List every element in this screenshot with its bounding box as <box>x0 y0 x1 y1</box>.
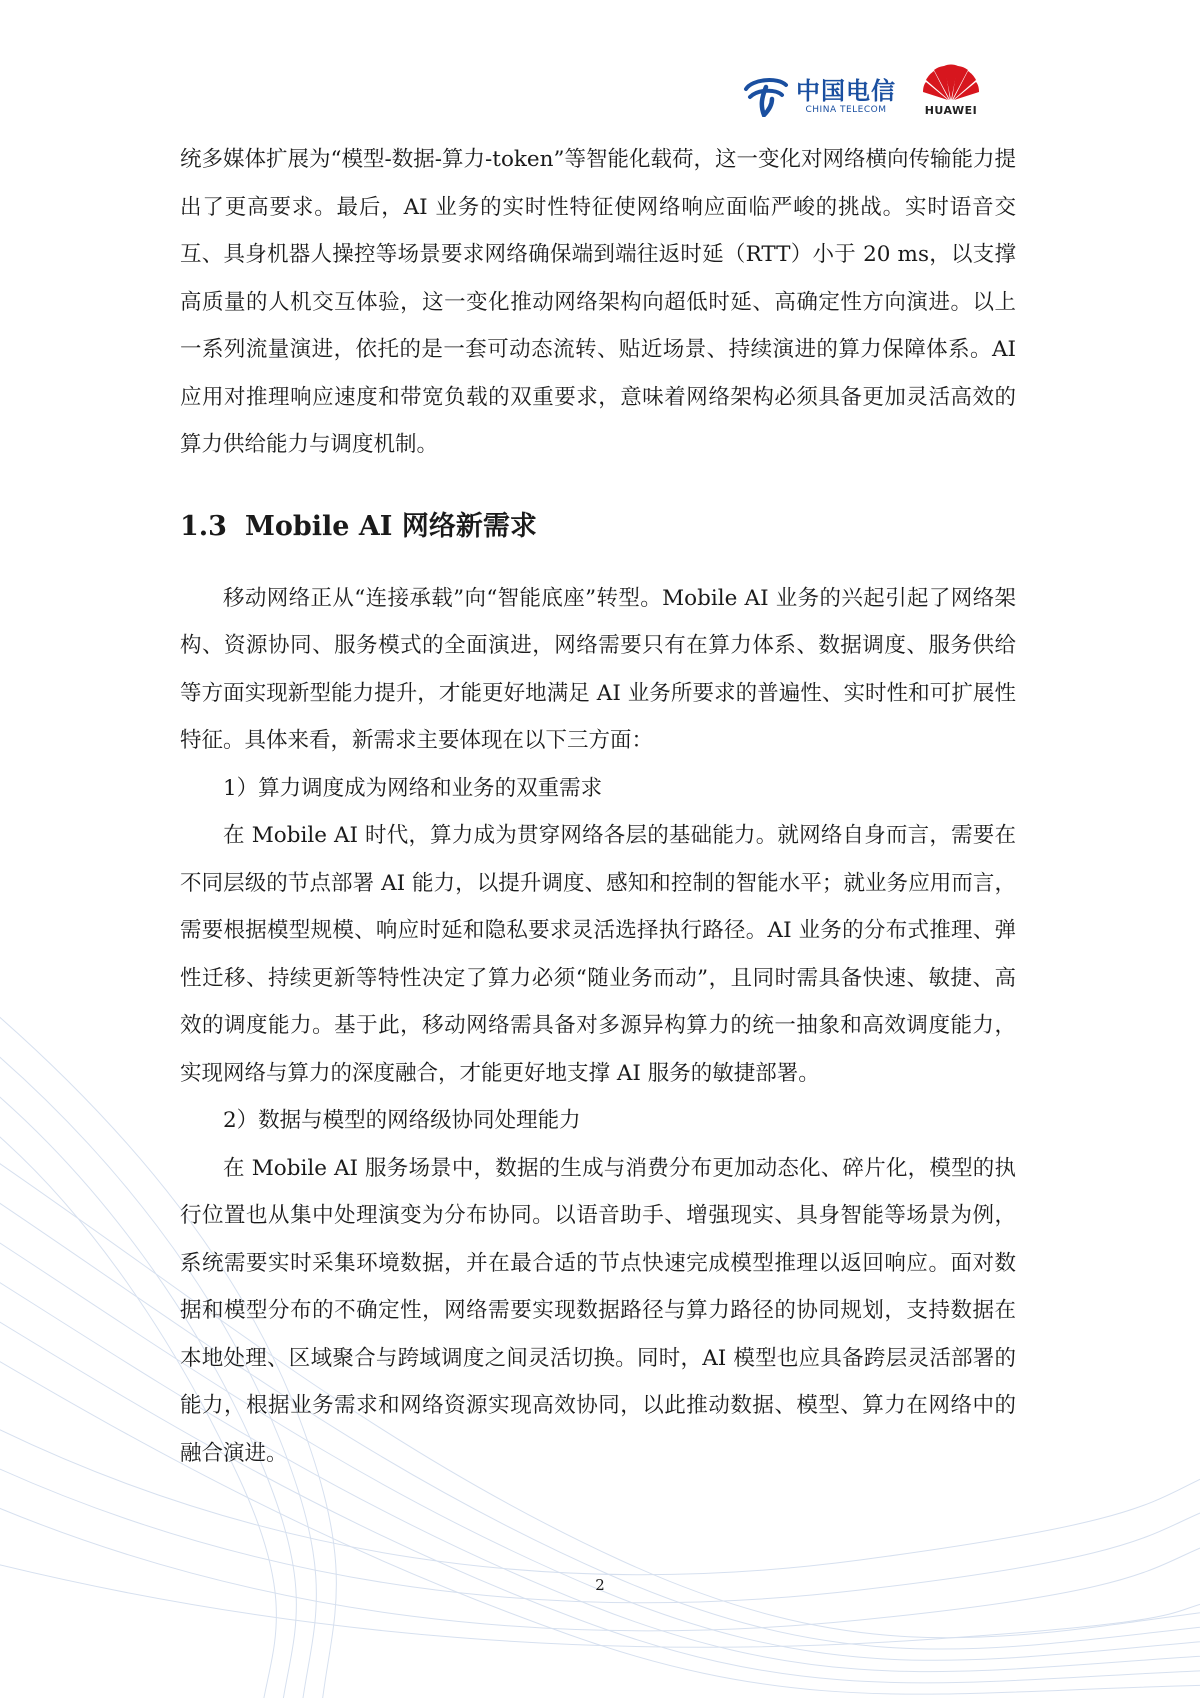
china-telecom-logo <box>742 75 896 117</box>
huawei-logo <box>922 62 980 117</box>
section-number: 1.3 <box>180 510 227 542</box>
list-item-2-body: 在 Mobile AI 服务场景中，数据的生成与消费分布更加动态化、碎片化，模型的执行位置也从集中处理演变为分布协同。以语音助手、增强现实、具身智能等场景为例，系统需要实时采集环境数据，并在最合适的节点快速完成模型推理以返回响应。面对数据和模型分布的不确定性，网络需要实现数据路径与算力路径的协同规划，支持数据在本地处理、区域聚合与跨域调度之间灵活切换。同时，AI 模型也应具备跨层灵活部署的能力，根据业务需求和网络资源实现高效协同，以此推动数据、模型、算力在网络中的融合演进。 <box>180 1155 1016 1466</box>
list-item-2-heading: 2）数据与模型的网络级协同处理能力 <box>223 1108 581 1133</box>
section-heading <box>180 505 1016 549</box>
china-telecom-emblem-icon <box>742 75 790 117</box>
intro-paragraph: 统多媒体扩展为“模型-数据-算力-token”等智能化载荷，这一变化对网络横向传输能力提出了更高要求。最后，AI 业务的实时性特征使网络响应面临严峻的挑战。实时语音交互、具身机器人操控等场景要求网络确保端到端往返时延（RTT）小于 20 ms，以支撑高质量的人机交互体验，这一变化推动网络架构向超低时延、高确定性方向演进。以上一系列流量演进，依托的是一套可动态流转、贴近场景、持续演进的算力保障体系。AI 应用对推理响应速度和带宽负载的双重要求，意味着网络架构必须具备更加灵活高效的算力供给能力与调度机制。 <box>180 147 1016 457</box>
page-number: 2 <box>595 1576 605 1594</box>
list-item-1-body: 在 Mobile AI 时代，算力成为贯穿网络各层的基础能力。就网络自身而言，需要在不同层级的节点部署 AI 能力，以提升调度、感知和控制的智能水平；就业务应用而言，需要根据模型规模、响应时延和隐私要求灵活选择执行路径。AI 业务的分布式推理、弹性迁移、持续更新等特性决定了算力必须“随业务而动”，且同时需具备快速、敏捷、高效的调度能力。基于此，移动网络需具备对多源异构算力的统一抽象和高效调度能力，实现网络与算力的深度融合，才能更好地支撑 AI 服务的敏捷部署。 <box>180 823 1016 1086</box>
china-telecom-cn-label: 中国电信 <box>796 77 896 105</box>
header-logos <box>742 62 980 117</box>
huawei-label: HUAWEI <box>924 104 978 117</box>
china-telecom-en-label: CHINA TELECOM <box>805 105 887 115</box>
document-body <box>180 136 1016 1477</box>
section-title: Mobile AI 网络新需求 <box>244 510 537 542</box>
list-item-1-heading: 1）算力调度成为网络和业务的双重需求 <box>223 775 603 801</box>
huawei-flower-icon <box>922 62 980 102</box>
section-paragraph-1: 移动网络正从“连接承载”向“智能底座”转型。Mobile AI 业务的兴起引起了网络架构、资源协同、服务模式的全面演进，网络需要只有在算力体系、数据调度、服务供给等方面实现新型能力提升，才能更好地满足 AI 业务所要求的普遍性、实时性和可扩展性特征。具体来看，新需求主要体现在以下三方面： <box>180 585 1016 753</box>
